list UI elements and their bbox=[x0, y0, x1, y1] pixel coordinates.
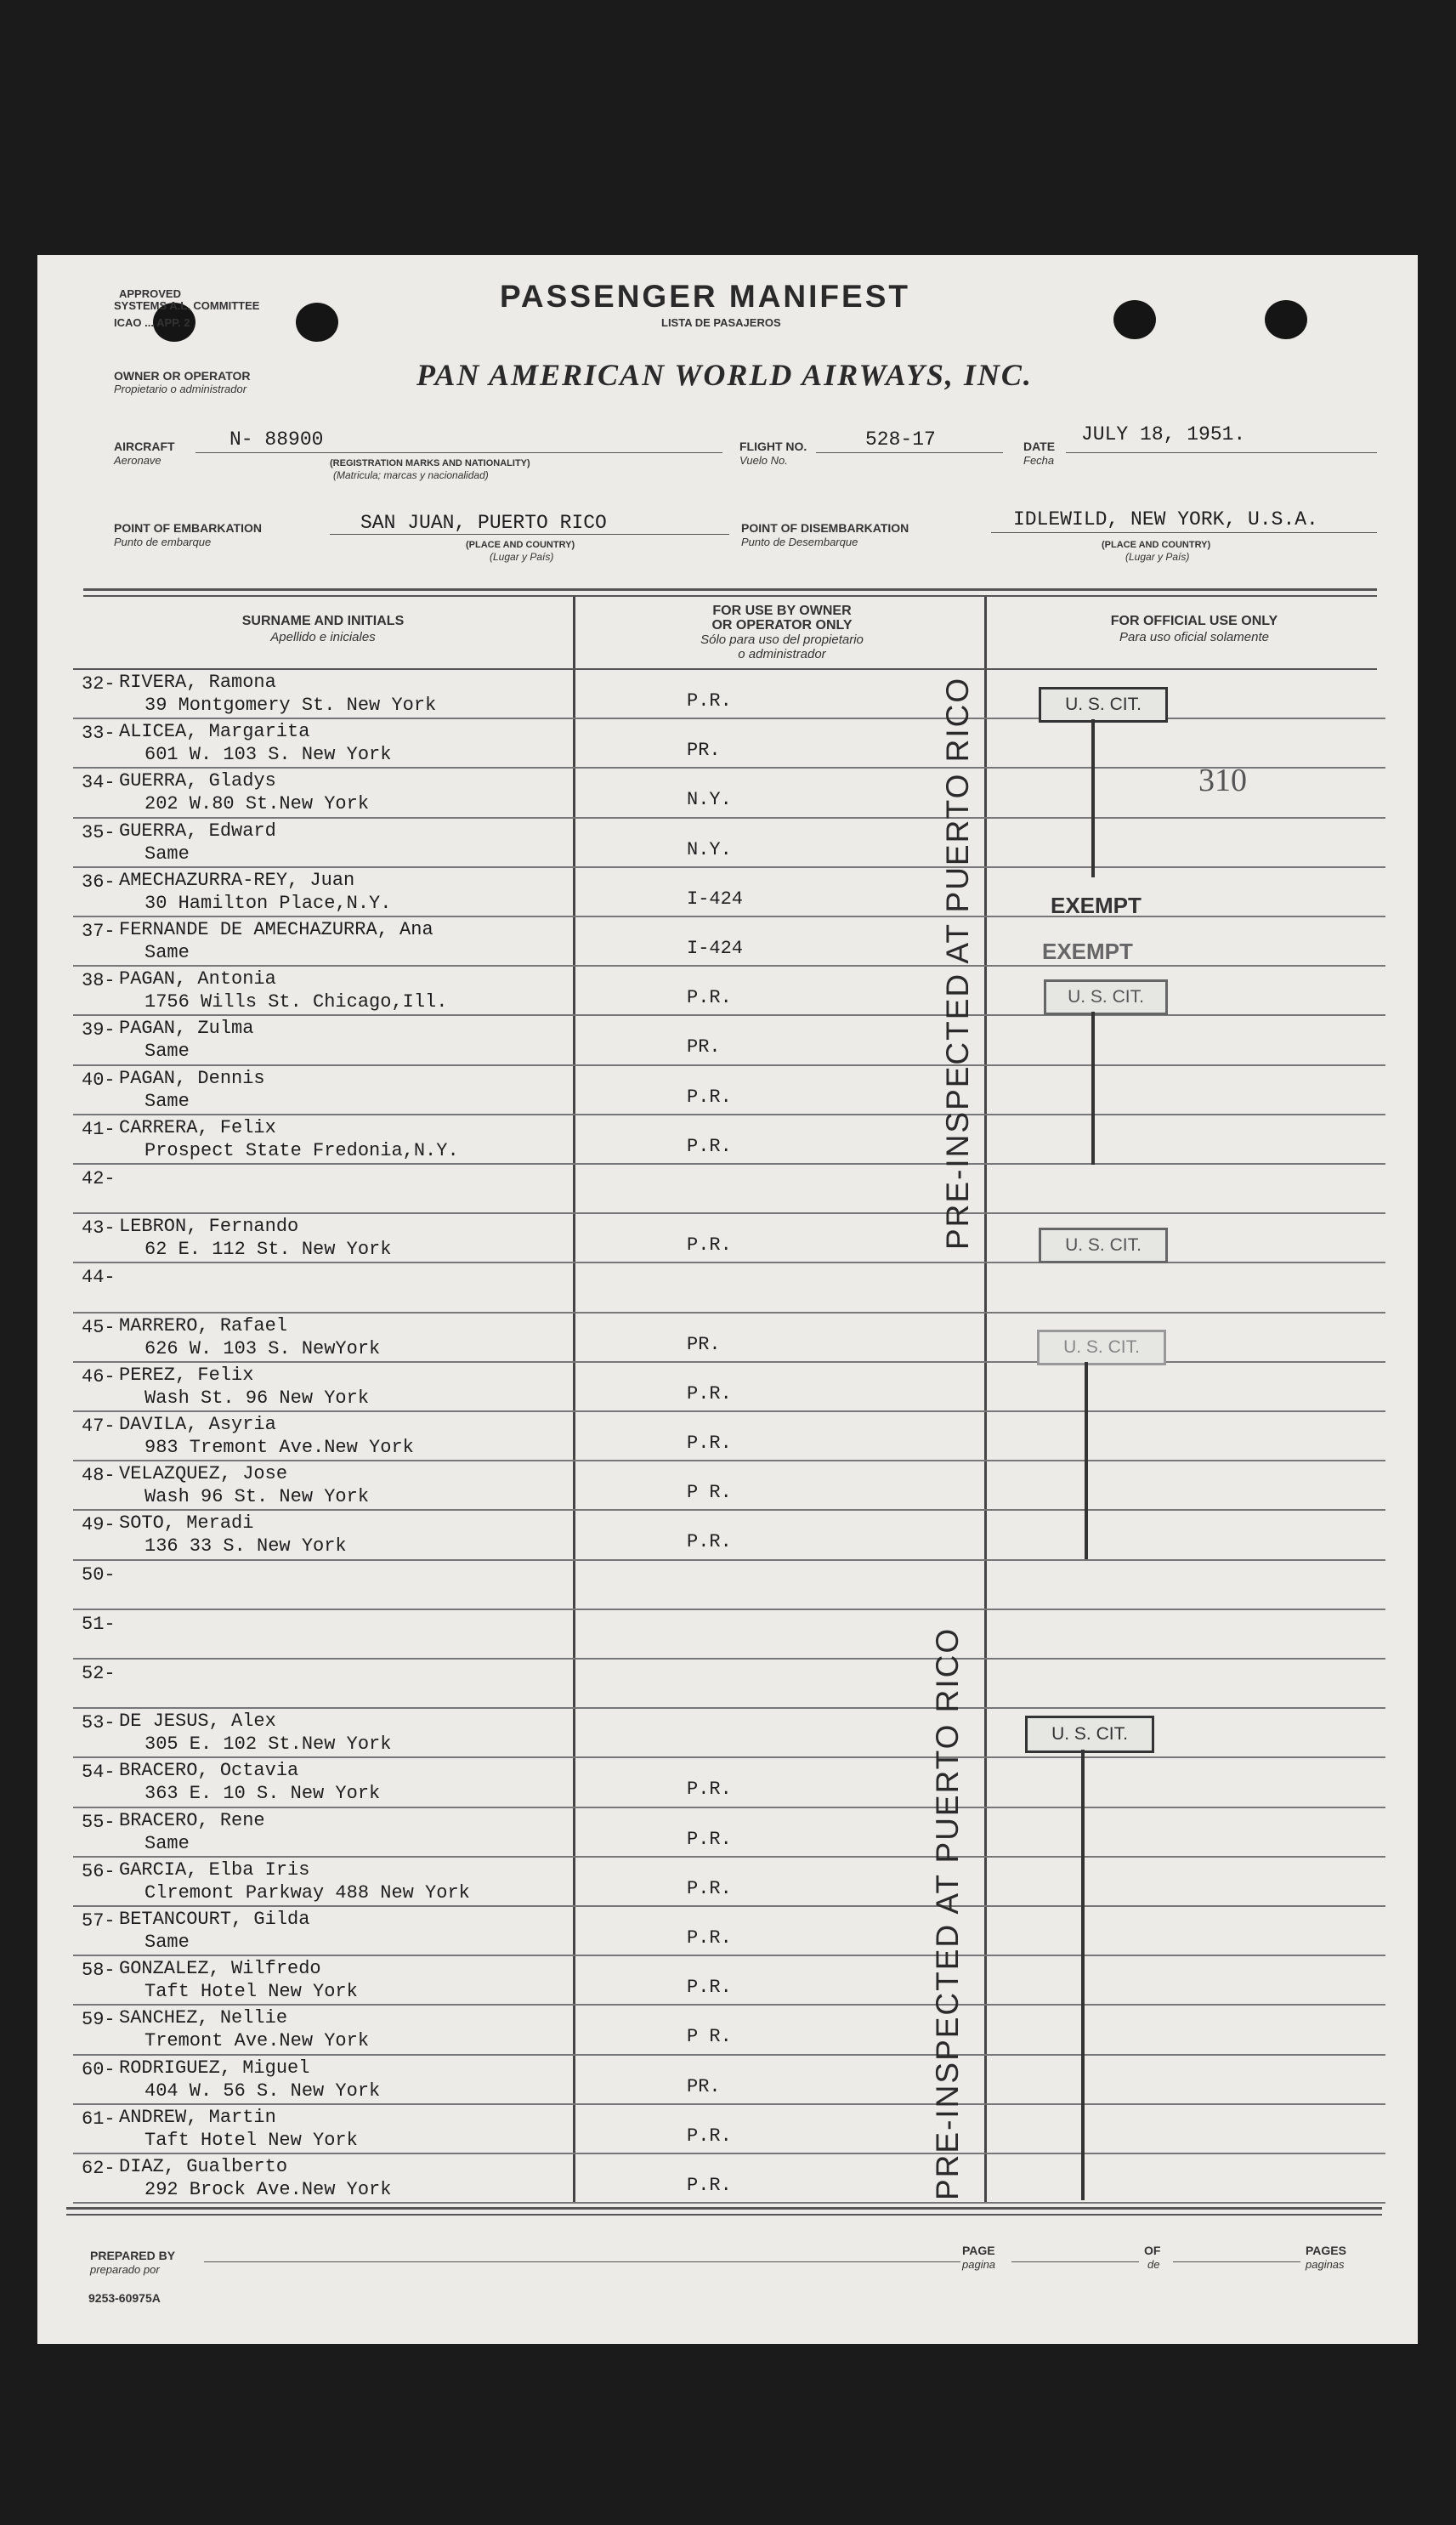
row-divider bbox=[73, 1905, 1385, 1907]
form-title: PASSENGER MANIFEST bbox=[500, 279, 910, 314]
of-underline bbox=[1173, 2261, 1300, 2262]
column-header-rule bbox=[73, 668, 1377, 670]
owner-code: P.R. bbox=[687, 1828, 732, 1850]
row-divider bbox=[73, 965, 1385, 967]
row-number: 43- bbox=[82, 1217, 116, 1240]
table-top-rule-1 bbox=[83, 588, 1377, 591]
punch-hole-left-2 bbox=[296, 303, 338, 342]
passenger-name: PEREZ, Felix bbox=[119, 1364, 254, 1386]
passenger-address: 202 W.80 St.New York bbox=[144, 793, 370, 815]
row-number: 41- bbox=[82, 1118, 116, 1140]
row-divider bbox=[73, 2153, 1385, 2154]
row-divider bbox=[73, 1658, 1385, 1660]
passenger-address: 404 W. 56 S. New York bbox=[144, 2080, 381, 2102]
passenger-address: 983 Tremont Ave.New York bbox=[144, 1437, 414, 1458]
row-divider bbox=[73, 1262, 1385, 1263]
pre-inspected-stamp-top: PRE-INSPECTED AT PUERTO RICO bbox=[940, 676, 975, 1250]
names-column-header-es: Apellido e iniciales bbox=[270, 630, 376, 644]
row-divider bbox=[73, 1509, 1385, 1511]
passenger-address: Same bbox=[144, 1832, 190, 1854]
us-cit-stamp-4: U. S. CIT. bbox=[1037, 1330, 1166, 1365]
passenger-address: 39 Montgomery St. New York bbox=[144, 695, 437, 716]
passenger-name: GONZALEZ, Wilfredo bbox=[119, 1958, 321, 1980]
row-number: 60- bbox=[82, 2058, 116, 2080]
row-divider bbox=[73, 718, 1385, 719]
row-number: 53- bbox=[82, 1712, 116, 1734]
passenger-name: FERNANDE DE AMECHAZURRA, Ana bbox=[119, 919, 433, 940]
passenger-address: 363 E. 10 S. New York bbox=[144, 1783, 381, 1805]
owner-code: P.R. bbox=[687, 1234, 732, 1257]
passenger-name: AMECHAZURRA-REY, Juan bbox=[119, 869, 355, 891]
row-number: 49- bbox=[82, 1514, 116, 1536]
row-number: 38- bbox=[82, 970, 116, 992]
row-number: 61- bbox=[82, 2108, 116, 2130]
passenger-name: SANCHEZ, Nellie bbox=[119, 2007, 288, 2029]
disembarkation-label: POINT OF DISEMBARKATION bbox=[741, 521, 909, 535]
approved-note-1: APPROVED bbox=[119, 287, 181, 300]
disembarkation-label-es: Punto de Desembarque bbox=[741, 536, 858, 548]
owner-code: PR. bbox=[687, 1036, 721, 1058]
names-column-header: SURNAME AND INITIALS bbox=[241, 614, 405, 628]
official-column-header-es: Para uso oficial solamente bbox=[1119, 630, 1269, 644]
bracket-line-1 bbox=[1091, 719, 1095, 877]
passenger-address: 626 W. 103 S. NewYork bbox=[144, 1337, 381, 1359]
row-number: 54- bbox=[82, 1762, 116, 1784]
date-label: DATE bbox=[1023, 440, 1056, 453]
row-number: 51- bbox=[82, 1613, 116, 1635]
row-divider bbox=[73, 1014, 1385, 1016]
row-divider bbox=[73, 1856, 1385, 1858]
row-divider bbox=[73, 1114, 1385, 1115]
passenger-name: VELAZQUEZ, Jose bbox=[119, 1463, 288, 1485]
row-divider bbox=[73, 1955, 1385, 1956]
bracket-line-2 bbox=[1091, 1012, 1095, 1165]
row-divider bbox=[73, 916, 1385, 917]
owner-column-header-4: o administrador bbox=[738, 647, 826, 661]
row-divider bbox=[73, 1807, 1385, 1808]
passenger-name: CARRERA, Felix bbox=[119, 1116, 276, 1138]
date-underline bbox=[1066, 452, 1377, 453]
pages-label-es: paginas bbox=[1306, 2258, 1345, 2271]
embark-place-note-es: (Lugar y País) bbox=[490, 551, 554, 563]
page-label-es: pagina bbox=[962, 2258, 996, 2271]
row-divider bbox=[73, 866, 1385, 868]
aircraft-value: N- 88900 bbox=[229, 428, 324, 451]
pre-inspected-stamp-bottom: PRE-INSPECTED AT PUERTO RICO bbox=[930, 1626, 965, 2200]
row-number: 58- bbox=[82, 1960, 116, 1982]
owner-code: P.R. bbox=[687, 690, 732, 712]
us-cit-stamp-3: U. S. CIT. bbox=[1039, 1228, 1168, 1263]
passenger-name: GARCIA, Elba Iris bbox=[119, 1858, 310, 1881]
exempt-stamp-1: EXEMPT bbox=[1051, 893, 1142, 918]
row-number: 62- bbox=[82, 2158, 116, 2179]
page-underline bbox=[1011, 2261, 1139, 2262]
bracket-line-4 bbox=[1081, 1750, 1085, 2200]
passenger-name: ANDREW, Martin bbox=[119, 2106, 276, 2128]
row-divider bbox=[73, 767, 1385, 769]
punch-hole-right-2 bbox=[1265, 300, 1307, 339]
row-divider bbox=[73, 2202, 1385, 2204]
row-divider bbox=[73, 2004, 1385, 2006]
owner-code: P.R. bbox=[687, 1977, 732, 1999]
row-number: 45- bbox=[82, 1316, 116, 1338]
passenger-address: 30 Hamilton Place,N.Y. bbox=[144, 892, 392, 914]
owner-code: P.R. bbox=[687, 1433, 732, 1454]
passenger-name: GUERRA, Gladys bbox=[119, 770, 276, 792]
passenger-name: DIAZ, Gualberto bbox=[119, 2156, 288, 2177]
date-label-es: Fecha bbox=[1023, 454, 1055, 467]
passenger-address: Same bbox=[144, 1041, 190, 1063]
flight-value: 528-17 bbox=[865, 428, 936, 451]
us-cit-stamp-2: U. S. CIT. bbox=[1044, 979, 1168, 1015]
owner-code: P.R. bbox=[687, 2175, 732, 2196]
owner-code: P.R. bbox=[687, 1086, 732, 1108]
row-number: 37- bbox=[82, 921, 116, 942]
table-bottom-rule-2 bbox=[66, 2214, 1382, 2216]
passenger-name: DE JESUS, Alex bbox=[119, 1711, 276, 1733]
row-divider bbox=[73, 1559, 1385, 1561]
row-number: 46- bbox=[82, 1365, 116, 1387]
passenger-address: Taft Hotel New York bbox=[144, 2129, 358, 2151]
owner-label: OWNER OR OPERATOR bbox=[114, 369, 251, 383]
owner-column-header-3: Sólo para uso del propietario bbox=[700, 633, 864, 647]
passenger-address: Same bbox=[144, 1932, 190, 1953]
owner-code: P.R. bbox=[687, 1927, 732, 1949]
row-number: 55- bbox=[82, 1811, 116, 1833]
passenger-address: 305 E. 102 St.New York bbox=[144, 1733, 392, 1756]
prepared-by-underline bbox=[204, 2261, 960, 2262]
row-number: 32- bbox=[82, 673, 116, 695]
disembarkation-value: IDLEWILD, NEW YORK, U.S.A. bbox=[1013, 508, 1318, 531]
passenger-address: Same bbox=[144, 942, 190, 963]
passenger-name: BRACERO, Octavia bbox=[119, 1760, 299, 1782]
row-number: 39- bbox=[82, 1019, 116, 1041]
owner-code: P R. bbox=[687, 1482, 732, 1504]
embark-place-note: (PLACE AND COUNTRY) bbox=[466, 540, 575, 550]
owner-label-es: Propietario o administrador bbox=[114, 383, 247, 395]
passenger-address: Same bbox=[144, 1090, 190, 1112]
owner-code: P.R. bbox=[687, 1382, 732, 1404]
passenger-name: SOTO, Meradi bbox=[119, 1512, 254, 1535]
owner-code: PR. bbox=[687, 2075, 721, 2097]
page-label: PAGE bbox=[962, 2244, 995, 2257]
flight-underline bbox=[816, 452, 1003, 453]
passenger-name: BETANCOURT, Gilda bbox=[119, 1909, 310, 1930]
row-divider bbox=[73, 1410, 1385, 1412]
owner-code: P.R. bbox=[687, 987, 732, 1009]
row-divider bbox=[73, 1361, 1385, 1363]
row-number: 50- bbox=[82, 1563, 116, 1586]
owner-code: P.R. bbox=[687, 1877, 732, 1899]
owner-code: N.Y. bbox=[687, 789, 732, 811]
row-number: 52- bbox=[82, 1663, 116, 1684]
owner-code: PR. bbox=[687, 740, 721, 762]
passenger-name: RODRIGUEZ, Miguel bbox=[119, 2057, 310, 2079]
us-cit-stamp-5: U. S. CIT. bbox=[1025, 1716, 1154, 1753]
disembarkation-underline bbox=[991, 532, 1377, 533]
bracket-line-3 bbox=[1085, 1362, 1088, 1559]
passenger-address: Prospect State Fredonia,N.Y. bbox=[144, 1139, 459, 1161]
row-number: 33- bbox=[82, 723, 116, 745]
row-number: 42- bbox=[82, 1168, 116, 1189]
of-label-es: de bbox=[1147, 2258, 1160, 2271]
passenger-name: PAGAN, Dennis bbox=[119, 1067, 265, 1089]
passenger-name: GUERRA, Edward bbox=[119, 820, 276, 842]
aircraft-underline bbox=[195, 452, 722, 453]
passenger-address: 62 E. 112 St. New York bbox=[144, 1239, 392, 1261]
owner-code: I-424 bbox=[687, 938, 744, 959]
passenger-address: Taft Hotel New York bbox=[144, 1981, 358, 2003]
prepared-by-label: PREPARED BY bbox=[90, 2249, 176, 2262]
row-number: 35- bbox=[82, 821, 116, 843]
passenger-address: 136 33 S. New York bbox=[144, 1535, 347, 1558]
registration-note-es: (Matricula; marcas y nacionalidad) bbox=[333, 469, 489, 481]
row-number: 47- bbox=[82, 1416, 116, 1437]
passenger-address: Tremont Ave.New York bbox=[144, 2030, 370, 2052]
row-number: 40- bbox=[82, 1069, 116, 1091]
date-value: JULY 18, 1951. bbox=[1081, 423, 1246, 445]
disembark-place-note: (PLACE AND COUNTRY) bbox=[1102, 540, 1211, 550]
passenger-name: DAVILA, Asyria bbox=[119, 1414, 276, 1435]
column-divider-2 bbox=[984, 597, 987, 2204]
passenger-name: BRACERO, Rene bbox=[119, 1809, 265, 1831]
row-divider bbox=[73, 2054, 1385, 2056]
passenger-name: RIVERA, Ramona bbox=[119, 672, 276, 693]
row-divider bbox=[73, 1312, 1385, 1314]
row-divider bbox=[73, 2103, 1385, 2105]
owner-code: I-424 bbox=[687, 888, 744, 910]
row-divider bbox=[73, 1163, 1385, 1165]
row-number: 59- bbox=[82, 2009, 116, 2031]
owner-code: P R. bbox=[687, 2026, 732, 2048]
registration-note: (REGISTRATION MARKS AND NATIONALITY) bbox=[330, 458, 530, 468]
row-divider bbox=[73, 1609, 1385, 1610]
passenger-address: 292 Brock Ave.New York bbox=[144, 2179, 392, 2200]
embarkation-underline bbox=[330, 534, 729, 535]
passenger-address: 1756 Wills St. Chicago,Ill. bbox=[144, 991, 448, 1013]
passenger-address: Same bbox=[144, 843, 190, 865]
owner-code: P.R. bbox=[687, 1531, 732, 1553]
embarkation-value: SAN JUAN, PUERTO RICO bbox=[360, 512, 607, 534]
row-number: 48- bbox=[82, 1465, 116, 1487]
row-number: 56- bbox=[82, 1860, 116, 1882]
embarkation-label: POINT OF EMBARKATION bbox=[114, 521, 262, 535]
form-number: 9253-60975A bbox=[88, 2291, 161, 2305]
row-divider bbox=[73, 1707, 1385, 1709]
passenger-address: 601 W. 103 S. New York bbox=[144, 744, 392, 766]
row-divider bbox=[73, 1212, 1385, 1214]
owner-code: P.R. bbox=[687, 2125, 732, 2147]
disembark-place-note-es: (Lugar y País) bbox=[1125, 551, 1190, 563]
form-subtitle: LISTA DE PASAJEROS bbox=[661, 316, 781, 329]
table-bottom-rule-1 bbox=[66, 2207, 1382, 2210]
aircraft-label: AIRCRAFT bbox=[114, 440, 175, 453]
aircraft-label-es: Aeronave bbox=[114, 454, 161, 467]
passenger-name: MARRERO, Rafael bbox=[119, 1314, 288, 1336]
owner-code: N.Y. bbox=[687, 838, 732, 860]
handwritten-count: 310 bbox=[1198, 763, 1247, 798]
owner-column-header-2: OR OPERATOR ONLY bbox=[711, 618, 853, 633]
us-cit-stamp-1: U. S. CIT. bbox=[1039, 687, 1168, 723]
embarkation-label-es: Punto de embarque bbox=[114, 536, 212, 548]
punch-hole-right-1 bbox=[1113, 300, 1156, 339]
official-column-header: FOR OFFICIAL USE ONLY bbox=[1110, 614, 1278, 628]
column-divider-1 bbox=[573, 597, 575, 2204]
owner-column-header-1: FOR USE BY OWNER bbox=[712, 604, 852, 618]
passenger-address: Clremont Parkway 488 New York bbox=[144, 1881, 470, 1904]
row-divider bbox=[73, 1460, 1385, 1461]
row-number: 36- bbox=[82, 871, 116, 893]
row-number: 44- bbox=[82, 1267, 116, 1289]
passenger-name: PAGAN, Zulma bbox=[119, 1018, 254, 1040]
passenger-address: Wash St. 96 New York bbox=[144, 1387, 370, 1409]
flight-label: FLIGHT NO. bbox=[739, 440, 807, 453]
pages-label: PAGES bbox=[1306, 2244, 1346, 2257]
row-divider bbox=[73, 1756, 1385, 1758]
owner-code: P.R. bbox=[687, 1135, 732, 1157]
passenger-name: PAGAN, Antonia bbox=[119, 968, 276, 990]
passenger-address: Wash 96 St. New York bbox=[144, 1486, 370, 1508]
row-number: 57- bbox=[82, 1910, 116, 1932]
flight-label-es: Vuelo No. bbox=[739, 454, 788, 467]
passenger-name: ALICEA, Margarita bbox=[119, 721, 310, 743]
row-divider bbox=[73, 1064, 1385, 1066]
prepared-by-label-es: preparado por bbox=[90, 2263, 160, 2276]
exempt-stamp-2: EXEMPT bbox=[1042, 939, 1133, 964]
owner-code: PR. bbox=[687, 1333, 721, 1355]
airline-name: PAN AMERICAN WORLD AIRWAYS, INC. bbox=[416, 358, 1033, 392]
table-top-rule-2 bbox=[83, 595, 1377, 597]
row-number: 34- bbox=[82, 772, 116, 794]
row-divider bbox=[73, 817, 1385, 819]
approved-note-3: ICAO ... APP. 2 bbox=[114, 316, 190, 329]
owner-code: P.R. bbox=[687, 1779, 732, 1801]
of-label: OF bbox=[1144, 2244, 1161, 2257]
approved-note-2: SYSTEMS A.L. COMMITTEE bbox=[114, 299, 260, 312]
passenger-name: LEBRON, Fernando bbox=[119, 1216, 299, 1238]
